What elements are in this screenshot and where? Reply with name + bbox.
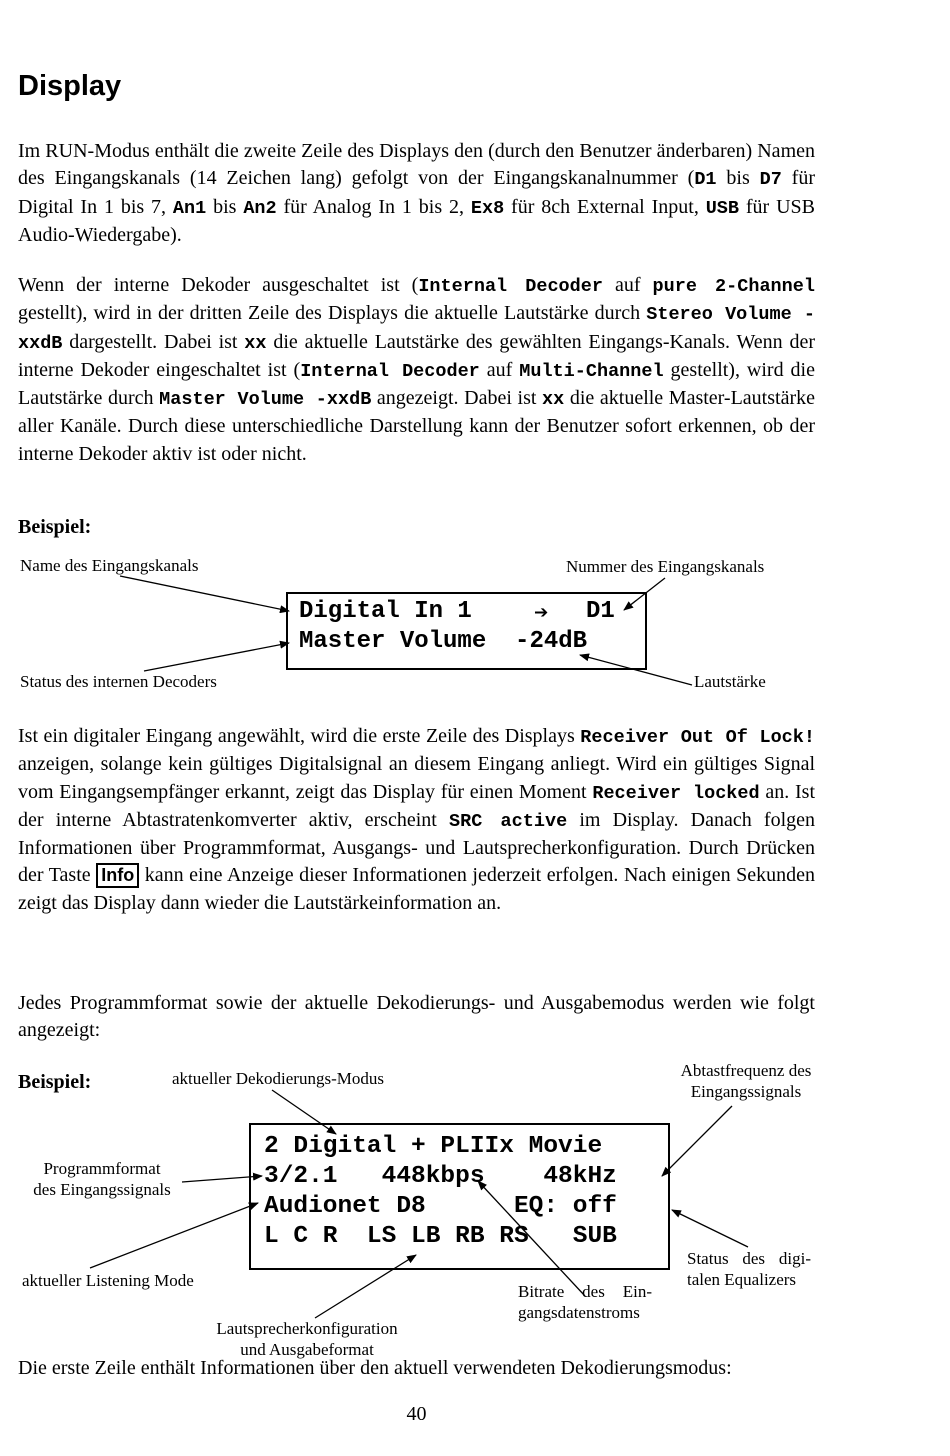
text-segment: an. Ist der interne Abtastratenkomverter aktiv, erscheint <box>18 780 815 831</box>
page-number: 40 <box>406 1403 427 1425</box>
label-line: Status des digi- <box>687 1249 811 1268</box>
text-segment: kann eine Anzeige dieser Informationen jederzeit erfolgen. Nach einigen Sekunden zeigt das Display dann wieder die Lautstärkeinformation an. <box>18 864 815 914</box>
label-input-number: Nummer des Eingangskanals <box>566 557 765 576</box>
text-segment: bis <box>206 195 244 218</box>
arrow-input-name <box>120 576 289 611</box>
text-segment: im Display. Danach folgen Informationen über Programmformat, Ausgangs- und Lautsprecherkonfiguration. Durch Drücken der Taste <box>18 808 816 887</box>
text-segment: gestellt), wird in der dritten Zeile des Displays die aktuelle Lautstärke durch <box>18 302 647 325</box>
format-paragraph: Jedes Programmformat sowie der aktuelle Dekodierungs- und Ausgabemodus werden wie folgt angezeigt: <box>18 992 815 1042</box>
code-xx: xx <box>244 332 267 354</box>
code-internal-decoder: Internal Decoder <box>300 360 480 382</box>
code-receiver-locked: Receiver locked <box>592 782 760 804</box>
text-segment: dargestellt. Dabei ist <box>62 330 245 353</box>
arrow-decoding-mode <box>272 1090 336 1134</box>
lcd-line-2: Master Volume -24dB <box>299 628 588 655</box>
code-d7: D7 <box>759 169 782 191</box>
arrow-equalizer <box>672 1210 748 1247</box>
example-heading-2: Beispiel: <box>18 1071 92 1093</box>
text-segment: die aktuelle Lautstärke des gewählten Eingangs-Kanals. Wenn der interne Dekoder eingeschaltet ist ( <box>18 330 816 381</box>
code-stereo-volume: Stereo Volume -xxdB <box>18 304 815 354</box>
lcd-line-3: Audionet D8 EQ: off <box>264 1193 617 1220</box>
text-segment: Im RUN-Modus enthält die zweite Zeile des Displays den (durch den Benutzer änderbaren) Namen des Eingangskanals (14 Zeichen lang) gefolgt von der Eingangskanalnummer ( <box>18 140 815 190</box>
label-line: Bitrate des Ein- <box>518 1282 652 1301</box>
label-line: Eingangssignals <box>690 1082 802 1101</box>
code-ex8: Ex8 <box>470 197 505 219</box>
label-line: und Ausgabeformat <box>240 1340 374 1359</box>
label-line: des Eingangssignals <box>33 1180 171 1199</box>
text-segment: die aktuelle Master-Lautstärke aller Kanäle. Durch diese unterschiedliche Darstellung kann der Benutzer sofort erkennen, ob der interne Dekoder aktiv ist oder nicht. <box>18 387 815 465</box>
label-line: Abtastfrequenz des <box>680 1061 812 1080</box>
code-xx: xx <box>542 389 565 411</box>
arrow-decoder-status <box>144 643 289 671</box>
arrow-program-format <box>182 1176 262 1182</box>
code-d1: D1 <box>694 169 717 191</box>
arrow-bitrate <box>478 1181 585 1296</box>
label-line: gangsdatenstroms <box>518 1303 640 1322</box>
text-segment: für USB Audio-Wiedergabe). <box>18 195 815 246</box>
label-volume: Lautstärke <box>694 672 766 691</box>
decoding-mode-paragraph: Die erste Zeile enthält Informationen über den aktuell verwendeten Dekodierungsmodus: <box>18 1357 732 1379</box>
arrow-input-number <box>624 578 665 610</box>
text-segment: für Digital In 1 bis 7, <box>18 167 815 218</box>
arrow-speaker-config <box>315 1255 416 1318</box>
code-master-volume: Master Volume -xxdB <box>159 389 372 411</box>
page-heading: Display <box>18 70 122 102</box>
lcd-channel-name: Digital In 1 <box>299 598 472 625</box>
label-line: Programmformat <box>43 1159 161 1178</box>
lcd-channel-number: D1 <box>586 598 615 625</box>
label-line: talen Equalizers <box>687 1270 797 1289</box>
label-listening-mode: aktueller Listening Mode <box>22 1271 194 1290</box>
code-receiver-out-of-lock: Receiver Out Of Lock! <box>580 727 815 748</box>
arrow-volume <box>580 655 692 685</box>
lcd-line-1: 2 Digital + PLIIx Movie <box>264 1133 603 1160</box>
lcd-line-2: 3/2.1 448kbps 48kHz <box>264 1163 617 1190</box>
text-segment: Wenn der interne Dekoder ausgeschaltet ist ( <box>18 274 419 296</box>
code-usb: USB <box>705 197 740 219</box>
text-segment: für Analog In 1 bis 2, <box>276 195 471 218</box>
code-an2: An2 <box>243 197 277 219</box>
example-heading: Beispiel: <box>18 516 92 538</box>
text-segment: gestellt), wird die Lautstärke durch <box>18 358 815 410</box>
code-internal-decoder: Internal Decoder <box>418 276 603 297</box>
text-segment: auf <box>479 358 520 381</box>
code-an1: An1 <box>172 197 207 219</box>
text-segment: Ist ein digitaler Eingang angewählt, wird die erste Zeile des Displays <box>18 725 581 747</box>
label-decoder-status: Status des internen Decoders <box>20 672 217 691</box>
code-pure-2-channel: pure 2-Channel <box>652 276 815 297</box>
text-segment: angezeigt. Dabei ist <box>371 387 543 410</box>
label-line: Lautsprecherkonfiguration <box>216 1319 398 1338</box>
text-segment: für 8ch External Input, <box>504 195 706 218</box>
arrow-sample-rate <box>662 1106 732 1176</box>
text-segment: anzeigen, solange kein gültiges Digitalsignal an diesem Eingang anliegt. Wird ein gültiges Signal vom Eingangsempfänger erkannt, zeigt das Display für einen Moment <box>18 753 815 803</box>
label-decoding-mode: aktueller Dekodierungs-Modus <box>172 1069 384 1088</box>
info-key: Info <box>96 863 139 888</box>
text-segment: auf <box>602 274 653 296</box>
lcd-arrow-icon: ➔ <box>534 601 549 628</box>
label-input-name: Name des Eingangskanals <box>20 556 199 575</box>
code-src-active: SRC active <box>449 810 568 832</box>
text-segment: bis <box>716 167 760 190</box>
code-multi-channel: Multi-Channel <box>519 360 664 382</box>
arrow-listening-mode <box>90 1203 258 1268</box>
lcd-line-4: L C R LS LB RB RS SUB <box>264 1223 617 1250</box>
